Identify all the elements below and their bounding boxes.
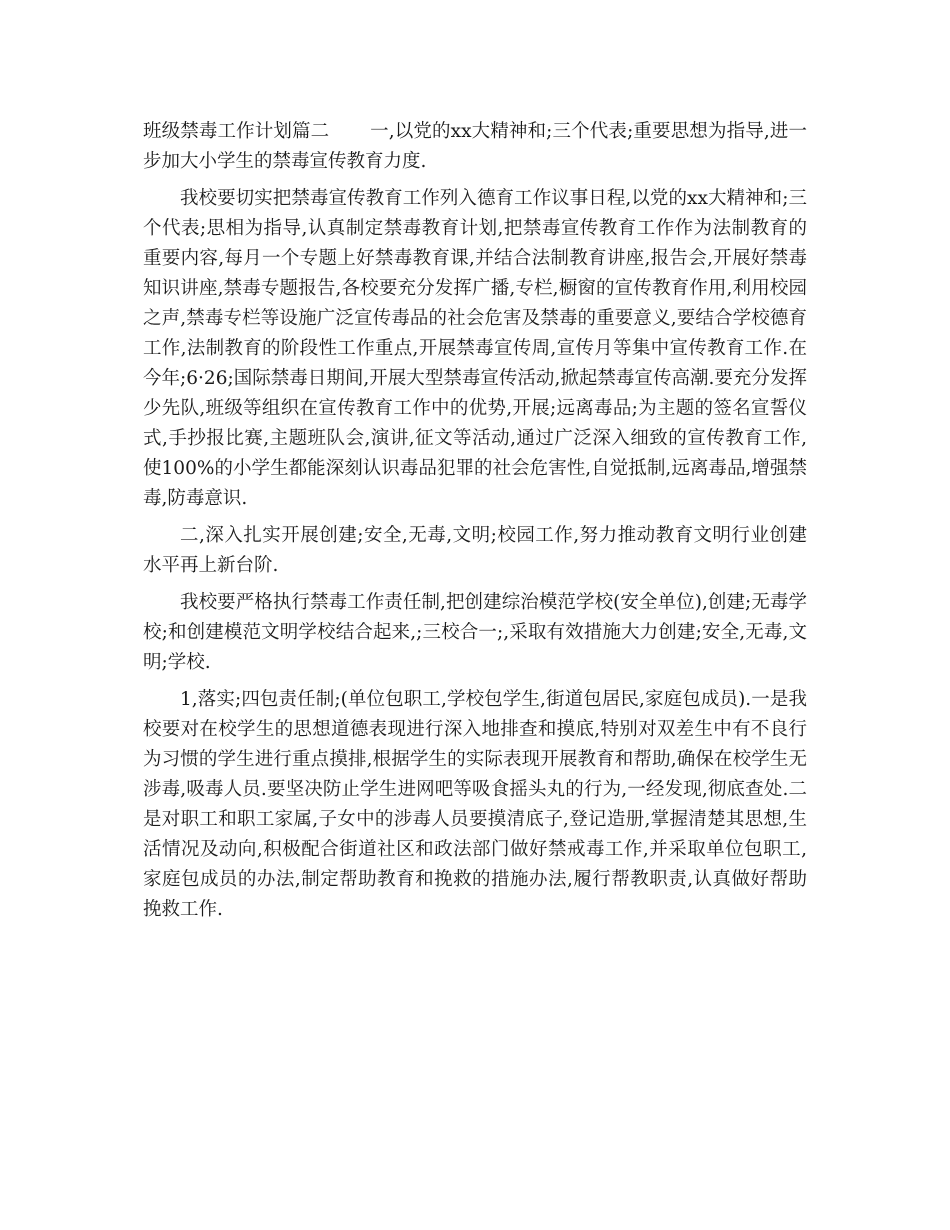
paragraph-2: 我校要切实把禁毒宣传教育工作列入德育工作议事日程,以党的xx大精神和;三个代表;思相为指导,认真制定禁毒教育计划,把禁毒宣传教育工作作为法制教育的重要内容,每月一个专题上好禁毒教育课,并结合法制教育讲座,报告会,开展好禁毒知识讲座,禁毒专题报告,各校要充分发挥广播,专栏,橱窗的宣传教育作用,利用校园之声,禁毒专栏等设施广泛宣传毒品的社会危害及禁毒的重要意义,要结合学校德育工作,法制教育的阶段性工作重点,开展禁毒宣传周,宣传月等集中宣传教育工作.在今年;6·26;国际禁毒日期间,开展大型禁毒宣传活动,掀起禁毒宣传高潮.要充分发挥少先队,班级等组织在宣传教育工作中的优势,开展;远离毒品;为主题的签名宣誓仪式,手抄报比赛,主题班队会,演讲,征文等活动,通过广泛深入细致的宣传教育工作,使100%的小学生都能深刻认识毒品犯罪的社会危害性,自觉抵制,远离毒品,增强禁毒,防毒意识. [143,188,807,509]
document-title: 班级禁毒工作计划篇二 [143,121,330,142]
paragraph-3: 二,深入扎实开展创建;安全,无毒,文明;校园工作,努力推动教育文明行业创建水平再上新台阶. [143,525,807,576]
document-page [143,117,807,925]
paragraph-1-text: 一,以党的xx大精神和;三个代表;重要思想为指导,进一步加大小学生的禁毒宣传教育力度. [143,121,807,172]
paragraph-title-intro [143,117,807,177]
paragraph-4: 我校要严格执行禁毒工作责任制,把创建综治模范学校(安全单位),创建;无毒学校;和创建模范文明学校结合起来,;三校合一;,采取有效措施大力创建;安全,无毒,文明;学校. [143,592,807,673]
paragraph-5: 1,落实;四包责任制;(单位包职工,学校包学生,街道包居民,家庭包成员).一是我校要对在校学生的思想道德表现进行深入地排查和摸底,特别对双差生中有不良行为习惯的学生进行重点摸排,根据学生的实际表现开展教育和帮助,确保在校学生无涉毒,吸毒人员.要坚决防止学生进网吧等吸食摇头丸的行为,一经发现,彻底查处.二是对职工和职工家属,子女中的涉毒人员要摸清底子,登记造册,掌握清楚其思想,生活情况及动向,积极配合街道社区和政法部门做好禁戒毒工作,并采取单位包职工,家庭包成员的办法,制定帮助教育和挽救的措施办法,履行帮教职责,认真做好帮助挽救工作. [143,689,807,920]
